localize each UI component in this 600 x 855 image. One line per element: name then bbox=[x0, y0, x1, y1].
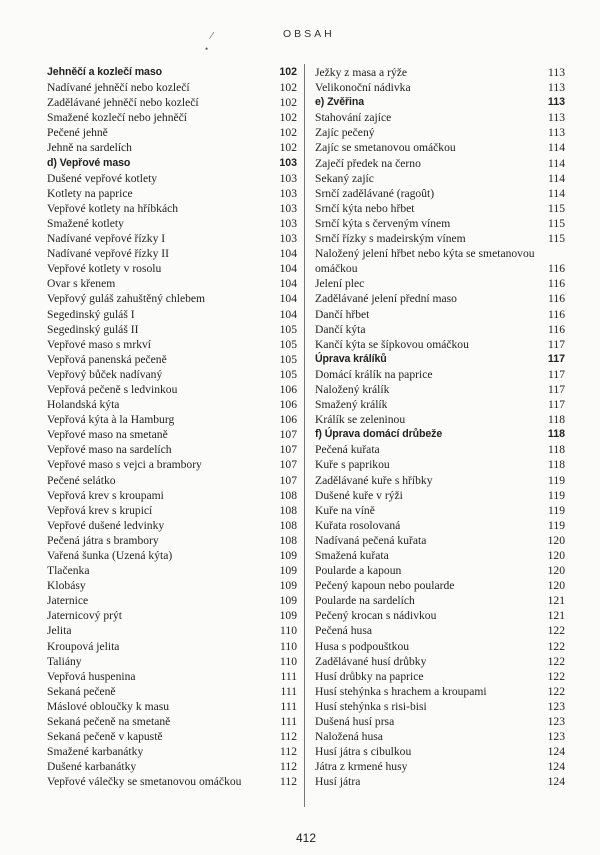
toc-entry-page: 103 bbox=[279, 171, 297, 185]
toc-entry-page: 114 bbox=[548, 141, 565, 155]
toc-entry bbox=[47, 397, 297, 412]
toc-entry-title: Nadívaná pečená kuřata bbox=[315, 533, 427, 547]
toc-entry-page: 116 bbox=[548, 262, 565, 276]
toc-entry-page: 105 bbox=[279, 367, 297, 381]
toc-entry-page: 109 bbox=[279, 609, 297, 623]
toc-entry-title: Zajíc pečený bbox=[315, 126, 375, 140]
toc-entry bbox=[315, 307, 565, 322]
toc-entry-title: Jaternice bbox=[47, 594, 89, 608]
toc-entry bbox=[315, 442, 565, 457]
toc-entry-page: 115 bbox=[548, 201, 565, 215]
toc-entry-page: 119 bbox=[548, 473, 565, 487]
toc-entry-page: 106 bbox=[279, 413, 297, 427]
toc-entry-title: Tlačenka bbox=[47, 564, 90, 578]
toc-entry-title: d) Vepřové maso bbox=[47, 156, 131, 169]
toc-entry bbox=[315, 322, 565, 337]
toc-entry-title: Naložený jelení hřbet nebo kýta se smetanovou bbox=[315, 247, 535, 261]
toc-entry-page: 111 bbox=[280, 715, 297, 729]
toc-entry-title: e) Zvěřina bbox=[315, 96, 365, 109]
toc-entry bbox=[315, 276, 565, 291]
toc-entry-title: Kančí kýta se šípkovou omáčkou bbox=[315, 337, 469, 351]
toc-entry-title: Vepřové kotlety na hříbkách bbox=[47, 201, 179, 215]
toc-entry bbox=[315, 186, 565, 201]
toc-entry bbox=[47, 654, 297, 669]
toc-entry bbox=[315, 578, 565, 593]
toc-entry bbox=[47, 593, 297, 608]
toc-entry-page: 108 bbox=[279, 503, 297, 517]
toc-entry-title: Smažené kotlety bbox=[47, 216, 124, 230]
toc-entry-title: Husa s podpouštkou bbox=[315, 639, 410, 653]
toc-entry-title: Pečená játra s brambory bbox=[47, 533, 159, 547]
toc-entry-title: Smažený králík bbox=[315, 398, 388, 412]
toc-entry-page: 117 bbox=[548, 367, 565, 381]
toc-entry-title: Smažené kozlečí nebo jehněčí bbox=[47, 111, 188, 125]
toc-entry-page: 113 bbox=[548, 81, 565, 95]
toc-entry-page: 120 bbox=[547, 549, 565, 562]
page-number: 412 bbox=[296, 831, 317, 845]
toc-entry-page: 110 bbox=[280, 639, 297, 653]
toc-entry-title: Jehněčí a kozlečí maso bbox=[47, 66, 162, 78]
toc-entry-page: 115 bbox=[548, 232, 565, 246]
toc-entry-page: 122 bbox=[547, 624, 565, 638]
toc-entry-title: Úprava králíků bbox=[315, 352, 387, 365]
toc-entry bbox=[315, 639, 565, 654]
toc-entry-title: Vepřové válečky se smetanovou omáčkou bbox=[47, 775, 242, 789]
toc-entry-page: 121 bbox=[547, 594, 565, 608]
toc-entry bbox=[47, 337, 297, 352]
toc-entry bbox=[47, 261, 297, 276]
toc-entry-title: Zadělávané jelení přední maso bbox=[315, 292, 457, 306]
toc-entry-title: Sekaná pečeně bbox=[47, 684, 116, 698]
toc-entry-page: 122 bbox=[547, 669, 565, 683]
toc-entry-title: Naložená husa bbox=[315, 730, 383, 744]
toc-entry bbox=[47, 276, 297, 291]
toc-entry bbox=[315, 714, 565, 729]
toc-entry-page: 112 bbox=[280, 760, 297, 774]
toc-entry-title: Kroupová jelita bbox=[47, 639, 120, 653]
toc-entry-title: Zajíc se smetanovou omáčkou bbox=[315, 141, 456, 155]
toc-entry-page: 108 bbox=[279, 488, 297, 502]
toc-entry-title: Ovar s křenem bbox=[47, 277, 116, 291]
toc-entry bbox=[47, 639, 297, 654]
toc-entry-page: 119 bbox=[548, 488, 565, 502]
toc-entry-page: 108 bbox=[279, 518, 297, 532]
toc-entry bbox=[47, 382, 297, 397]
toc-entry-page: 102 bbox=[279, 111, 297, 125]
toc-entry-page: 104 bbox=[279, 277, 297, 291]
toc-entry-title: Dančí hřbet bbox=[315, 307, 370, 321]
toc-entry-title: Vepřová kýta à la Hamburg bbox=[47, 413, 175, 427]
toc-entry-page: 112 bbox=[280, 730, 297, 744]
toc-entry-page: 109 bbox=[279, 594, 297, 608]
toc-entry-page: 121 bbox=[547, 609, 565, 623]
pen-mark: • bbox=[205, 44, 209, 54]
toc-entry bbox=[47, 352, 297, 367]
toc-entry-page: 122 bbox=[547, 639, 565, 653]
toc-entry-title: Zaječí předek na černo bbox=[315, 156, 421, 170]
toc-entry bbox=[315, 759, 565, 774]
toc-entry bbox=[47, 729, 297, 744]
toc-entry-page: 120 bbox=[547, 579, 565, 593]
toc-entry-title: Segedinský guláš I bbox=[47, 307, 135, 321]
toc-entry-page: 120 bbox=[547, 564, 565, 578]
toc-entry bbox=[315, 533, 565, 548]
toc-entry-title: Vepřová pečeně s ledvinkou bbox=[47, 382, 178, 396]
toc-entry bbox=[47, 216, 297, 231]
toc-entry-title: Smažené karbanátky bbox=[47, 745, 144, 759]
toc-entry-title: Vepřové maso s mrkví bbox=[47, 337, 152, 351]
toc-entry-title: Sekaný zajíc bbox=[315, 171, 374, 185]
toc-entry bbox=[315, 684, 565, 699]
toc-entry bbox=[47, 322, 297, 337]
toc-entry-title: Pečené jehně bbox=[47, 126, 108, 140]
toc-entry-title: Husí játra s cibulkou bbox=[315, 745, 412, 759]
toc-entry-title: Nadívané vepřové řízky I bbox=[47, 232, 166, 246]
toc-entry bbox=[47, 231, 297, 246]
toc-entry bbox=[315, 548, 565, 563]
toc-entry-title: Dušené kuře v rýži bbox=[315, 488, 403, 502]
toc-entry-title: Srnčí kýta s červeným vínem bbox=[315, 216, 451, 230]
toc-entry bbox=[315, 608, 565, 623]
toc-entry-title: f) Úprava domácí drůbeže bbox=[315, 428, 443, 441]
toc-entry-page: 102 bbox=[279, 66, 297, 78]
toc-entry-page: 115 bbox=[548, 216, 565, 230]
toc-entry-title: Srnčí zadělávané (ragoût) bbox=[315, 186, 435, 200]
toc-entry-page: 102 bbox=[279, 141, 297, 155]
toc-entry-page: 118 bbox=[548, 413, 565, 427]
toc-entry bbox=[315, 593, 565, 608]
toc-entry-page: 104 bbox=[279, 262, 297, 276]
toc-entry-page: 116 bbox=[548, 307, 565, 321]
toc-entry-page: 117 bbox=[547, 352, 565, 365]
toc-entry bbox=[315, 246, 565, 276]
toc-entry-title: Zadělávané husí drůbky bbox=[315, 654, 427, 668]
column-divider bbox=[304, 64, 305, 807]
toc-entry bbox=[315, 744, 565, 759]
toc-entry-title: Sekaná pečeně v kapustě bbox=[47, 730, 163, 744]
toc-entry bbox=[47, 367, 297, 382]
toc-entry bbox=[47, 563, 297, 578]
toc-entry-title: Sekaná pečeně na smetaně bbox=[47, 715, 171, 729]
toc-entry-title: Poularde na sardelích bbox=[315, 594, 415, 608]
toc-section-heading bbox=[47, 156, 297, 171]
toc-entry-page: 114 bbox=[548, 186, 565, 200]
toc-entry bbox=[315, 80, 565, 95]
toc-section-heading bbox=[47, 65, 297, 80]
toc-entry-page: 116 bbox=[548, 292, 565, 306]
toc-entry bbox=[47, 427, 297, 442]
toc-entry-page: 114 bbox=[548, 171, 565, 185]
toc-entry bbox=[315, 125, 565, 140]
toc-entry-title: Ježky z masa a rýže bbox=[315, 66, 408, 79]
page-title: OBSAH bbox=[283, 28, 335, 40]
toc-entry-page: 119 bbox=[548, 518, 565, 532]
toc-entry bbox=[47, 669, 297, 684]
toc-entry-title: Vepřové dušené ledvinky bbox=[47, 518, 165, 532]
toc-entry-title: Dušené karbanátky bbox=[47, 760, 137, 774]
toc-entry bbox=[315, 669, 565, 684]
toc-section-heading bbox=[315, 352, 565, 367]
toc-entry bbox=[47, 714, 297, 729]
toc-entry-page: 117 bbox=[548, 398, 565, 412]
toc-entry bbox=[315, 623, 565, 638]
toc-entry-page: 107 bbox=[279, 458, 297, 472]
toc-entry bbox=[47, 473, 297, 488]
toc-entry-title: Vepřová krev s kroupami bbox=[47, 488, 164, 502]
toc-entry bbox=[47, 744, 297, 759]
toc-entry-page: 102 bbox=[279, 96, 297, 110]
toc-entry bbox=[315, 156, 565, 171]
toc-entry-page: 104 bbox=[279, 292, 297, 306]
pen-mark: / bbox=[208, 29, 215, 43]
toc-entry bbox=[47, 684, 297, 699]
toc-entry-title: Kuře s paprikou bbox=[315, 458, 390, 472]
toc-entry-page: 118 bbox=[547, 428, 565, 441]
toc-entry-page: 110 bbox=[280, 654, 297, 668]
toc-entry-page: 109 bbox=[279, 579, 297, 593]
toc-entry bbox=[315, 412, 565, 427]
toc-entry-page: 113 bbox=[548, 111, 565, 125]
toc-entry-page: 122 bbox=[547, 654, 565, 668]
toc-entry-title: Domácí králík na paprice bbox=[315, 367, 433, 381]
toc-entry-page: 116 bbox=[548, 322, 565, 336]
toc-entry-title: Pečená kuřata bbox=[315, 443, 380, 457]
toc-entry-title: Kuřata rosolovaná bbox=[315, 518, 401, 532]
toc-entry-title: Taliány bbox=[47, 654, 82, 668]
toc-section-heading bbox=[315, 427, 565, 442]
toc-entry bbox=[47, 412, 297, 427]
toc-entry bbox=[47, 442, 297, 457]
toc-entry-page: 123 bbox=[547, 715, 565, 729]
toc-entry bbox=[315, 503, 565, 518]
toc-entry-title: Klobásy bbox=[47, 579, 86, 593]
toc-entry-page: 107 bbox=[279, 428, 297, 442]
toc-entry-page: 103 bbox=[279, 186, 297, 200]
toc-entry-page: 111 bbox=[280, 699, 297, 713]
toc-entry-page: 110 bbox=[280, 624, 297, 638]
toc-entry bbox=[315, 729, 565, 744]
toc-entry bbox=[47, 140, 297, 155]
toc-entry bbox=[47, 533, 297, 548]
toc-entry-page: 120 bbox=[547, 533, 565, 547]
toc-entry-page: 118 bbox=[548, 443, 565, 457]
toc-right-column bbox=[315, 65, 565, 790]
toc-entry-title: Vepřové maso na smetaně bbox=[47, 428, 168, 442]
toc-entry bbox=[47, 246, 297, 261]
toc-entry-page: 113 bbox=[548, 126, 565, 140]
toc-entry-title-continued: omáčkou bbox=[315, 262, 358, 276]
toc-entry bbox=[47, 171, 297, 186]
toc-entry bbox=[315, 216, 565, 231]
toc-entry-title: Smažená kuřata bbox=[315, 549, 389, 562]
toc-entry-page: 123 bbox=[547, 730, 565, 744]
toc-entry-title: Dušená husí prsa bbox=[315, 715, 395, 729]
toc-entry bbox=[315, 397, 565, 412]
toc-entry-title: Kotlety na paprice bbox=[47, 186, 133, 200]
toc-entry-page: 116 bbox=[548, 277, 565, 291]
toc-entry-title: Dančí kýta bbox=[315, 322, 366, 336]
toc-entry-title: Vepřová huspenina bbox=[47, 669, 136, 683]
toc-entry-page: 105 bbox=[279, 352, 297, 366]
toc-entry-page: 117 bbox=[548, 337, 565, 351]
toc-entry-page: 113 bbox=[547, 96, 565, 109]
toc-entry-title: Naložený králík bbox=[315, 382, 390, 396]
toc-entry bbox=[315, 65, 565, 80]
toc-entry-page: 103 bbox=[279, 201, 297, 215]
toc-entry-title: Vepřové kotlety v rosolu bbox=[47, 262, 162, 276]
toc-entry-title: Pečený kapoun nebo poularde bbox=[315, 579, 455, 593]
toc-entry-title: Zadělávané kuře s hříbky bbox=[315, 473, 433, 487]
toc-entry-page: 105 bbox=[279, 322, 297, 336]
toc-entry bbox=[47, 623, 297, 638]
toc-entry-title: Srnčí řízky s madeirským vínem bbox=[315, 232, 466, 246]
toc-entry-title: Srnčí kýta nebo hřbet bbox=[315, 201, 415, 215]
toc-entry bbox=[47, 608, 297, 623]
toc-entry bbox=[47, 307, 297, 322]
toc-entry-page: 124 bbox=[547, 760, 565, 774]
toc-entry-title: Vepřový bůček nadívaný bbox=[47, 367, 163, 381]
toc-entry bbox=[315, 201, 565, 216]
toc-entry bbox=[47, 457, 297, 472]
toc-entry-page: 113 bbox=[548, 66, 565, 79]
toc-entry-title: Jaternicový prýt bbox=[47, 609, 123, 623]
toc-entry bbox=[315, 457, 565, 472]
toc-entry-title: Vepřová panenská pečeně bbox=[47, 352, 167, 366]
toc-entry bbox=[315, 231, 565, 246]
toc-entry bbox=[315, 382, 565, 397]
toc-entry-page: 107 bbox=[279, 473, 297, 487]
toc-entry bbox=[47, 110, 297, 125]
toc-entry bbox=[315, 699, 565, 714]
toc-entry-title: Husí játra bbox=[315, 775, 361, 789]
toc-entry-page: 103 bbox=[279, 156, 297, 169]
toc-entry-title: Pečené selátko bbox=[47, 473, 116, 487]
toc-entry bbox=[47, 125, 297, 140]
toc-entry-title: Vařená šunka (Uzená kýta) bbox=[47, 549, 173, 562]
toc-entry bbox=[47, 699, 297, 714]
toc-entry-title: Králík se zeleninou bbox=[315, 413, 406, 427]
toc-entry-page: 103 bbox=[279, 232, 297, 246]
toc-entry-page: 112 bbox=[280, 745, 297, 759]
toc-entry-title: Segedinský guláš II bbox=[47, 322, 139, 336]
toc-entry bbox=[315, 774, 565, 789]
toc-entry bbox=[315, 337, 565, 352]
toc-entry-page: 104 bbox=[279, 247, 297, 261]
toc-entry bbox=[315, 291, 565, 306]
toc-entry bbox=[315, 110, 565, 125]
toc-entry bbox=[315, 563, 565, 578]
toc-entry-page: 109 bbox=[279, 564, 297, 578]
toc-entry-page: 105 bbox=[279, 337, 297, 351]
toc-entry-page: 107 bbox=[279, 443, 297, 457]
toc-entry-title: Jelita bbox=[47, 624, 72, 638]
toc-entry-page: 106 bbox=[279, 398, 297, 412]
toc-entry-title: Pečený krocan s nádivkou bbox=[315, 609, 437, 623]
toc-entry bbox=[315, 367, 565, 382]
toc-entry-title: Vepřové maso na sardelích bbox=[47, 443, 172, 457]
toc-entry-page: 119 bbox=[548, 503, 565, 517]
toc-entry-title: Zadělávané jehněčí nebo kozlečí bbox=[47, 96, 199, 110]
toc-entry bbox=[47, 201, 297, 216]
toc-entry bbox=[47, 503, 297, 518]
toc-entry-title: Dušené vepřové kotlety bbox=[47, 171, 158, 185]
toc-entry bbox=[47, 774, 297, 789]
toc-entry bbox=[315, 473, 565, 488]
toc-entry-title: Velikonoční nádivka bbox=[315, 81, 411, 95]
toc-entry-page: 109 bbox=[279, 549, 297, 562]
toc-entry-title: Holandská kýta bbox=[47, 398, 120, 412]
toc-entry-title: Nadívané vepřové řízky II bbox=[47, 247, 170, 261]
toc-entry-title: Poularde a kapoun bbox=[315, 564, 402, 578]
toc-entry bbox=[47, 186, 297, 201]
toc-entry-page: 114 bbox=[548, 156, 565, 170]
toc-entry-title: Stahování zajíce bbox=[315, 111, 392, 125]
toc-entry-page: 106 bbox=[279, 382, 297, 396]
toc-entry-title: Husí stehýnka s risi-bisi bbox=[315, 699, 427, 713]
toc-entry bbox=[315, 140, 565, 155]
toc-entry-page: 124 bbox=[547, 745, 565, 759]
toc-entry-page: 117 bbox=[548, 382, 565, 396]
toc-entry bbox=[315, 518, 565, 533]
toc-entry-page: 108 bbox=[279, 533, 297, 547]
toc-entry-page: 111 bbox=[280, 669, 297, 683]
toc-entry-page: 112 bbox=[280, 775, 297, 789]
toc-left-column bbox=[47, 65, 297, 790]
toc-entry bbox=[47, 80, 297, 95]
toc-entry bbox=[315, 488, 565, 503]
toc-entry-title: Jehně na sardelích bbox=[47, 141, 132, 155]
toc-entry-title: Pečená husa bbox=[315, 624, 372, 638]
toc-entry-title: Jelení plec bbox=[315, 277, 365, 291]
toc-entry-title: Kuře na víně bbox=[315, 503, 375, 517]
toc-entry-page: 104 bbox=[279, 307, 297, 321]
toc-entry-page: 111 bbox=[280, 684, 297, 698]
toc-entry bbox=[47, 518, 297, 533]
toc-entry-title: Máslové obloučky k masu bbox=[47, 699, 170, 713]
toc-entry-title: Husí stehýnka s hrachem a kroupami bbox=[315, 684, 487, 698]
toc-entry bbox=[315, 171, 565, 186]
toc-entry-page: 123 bbox=[547, 699, 565, 713]
toc-entry-title: Vepřová krev s krupicí bbox=[47, 503, 153, 517]
toc-section-heading bbox=[315, 95, 565, 110]
toc-entry-title: Vepřový guláš zahuštěný chlebem bbox=[47, 292, 206, 306]
toc-entry-title: Vepřové maso s vejci a brambory bbox=[47, 458, 202, 472]
toc-entry-page: 118 bbox=[548, 458, 565, 472]
toc-entry-title: Husí drůbky na paprice bbox=[315, 669, 424, 683]
toc-entry-title: Játra z krmené husy bbox=[315, 760, 408, 774]
toc-entry bbox=[47, 95, 297, 110]
toc-entry bbox=[47, 291, 297, 306]
toc-entry bbox=[47, 578, 297, 593]
toc-entry-title: Nadívané jehněčí nebo kozlečí bbox=[47, 81, 190, 95]
toc-entry-page: 124 bbox=[547, 775, 565, 789]
toc-entry bbox=[315, 654, 565, 669]
toc-entry bbox=[47, 488, 297, 503]
toc-entry bbox=[47, 759, 297, 774]
toc-entry bbox=[47, 548, 297, 563]
toc-entry-page: 122 bbox=[547, 684, 565, 698]
toc-entry-page: 102 bbox=[279, 126, 297, 140]
toc-entry-page: 102 bbox=[279, 81, 297, 95]
toc-entry-page: 103 bbox=[279, 216, 297, 230]
